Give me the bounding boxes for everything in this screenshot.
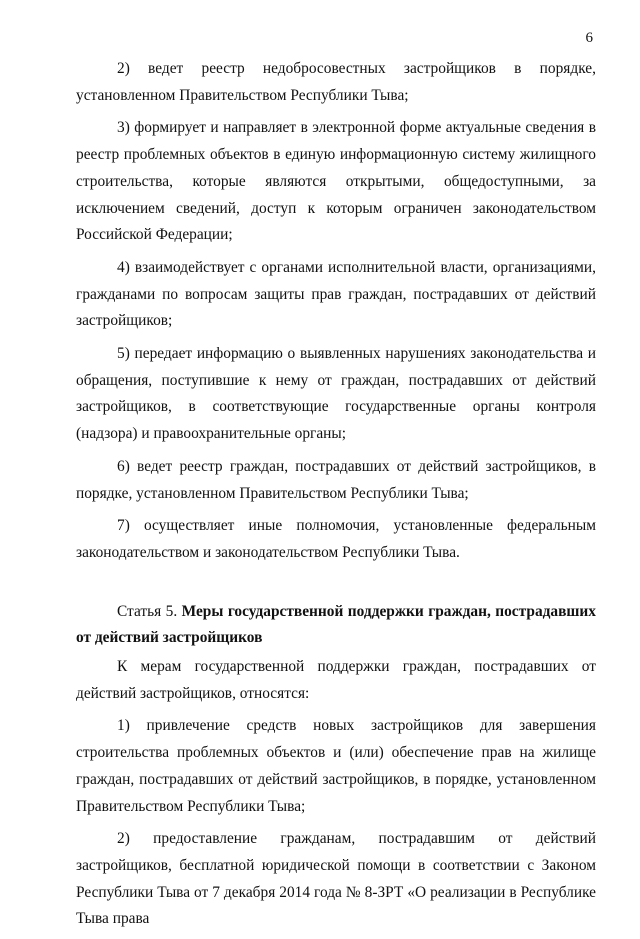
list-item-4: 4) взаимодействует с органами исполнительной власти, организациями, гражданами по вопросам защиты прав граждан, пострадавших от действий застройщиков;	[76, 258, 596, 330]
article-heading	[76, 599, 596, 652]
list-item-6: 6) ведет реестр граждан, пострадавших от действий застройщиков, в порядке, установленном Правительством Республики Тыва;	[76, 457, 596, 502]
list-item-2: 2) ведет реестр недобросовестных застройщиков в порядке, установленном Правительством Республики Тыва;	[76, 60, 596, 104]
document-body	[76, 56, 596, 939]
article-prefix: Статья 5.	[117, 602, 182, 620]
page-number: 6	[585, 30, 593, 46]
list-item-5: 5) передает информацию о выявленных нарушениях законодательства и обращения, поступившие к нему от граждан, пострадавших от действий застройщиков, в соответствующие государственные органы контроля (надзора) и правоохранительные органы;	[76, 345, 596, 443]
section-gap	[76, 573, 596, 599]
intro-paragraph: К мерам государственной поддержки граждан, пострадавших от действий застройщиков, относятся:	[76, 658, 596, 702]
list-item-3: 3) формирует и направляет в электронной форме актуальные сведения в реестр проблемных объектов в единую информационную систему жилищного строительства, которые являются открытыми, общедоступными, за исключением сведений, доступ к которым ограничен законодательством Российской Федерации;	[76, 119, 596, 244]
list-item-7: 7) осуществляет иные полномочия, установленные федеральным законодательством и законодательством Республики Тыва.	[76, 517, 596, 561]
article-title: Меры государственной поддержки граждан, пострадавших от действий застройщиков	[76, 602, 596, 647]
measure-item-2: 2) предоставление гражданам, пострадавшим от действий застройщиков, бесплатной юридической помощи в соответствии с Законом Республики Тыва от 7 декабря 2014 года № 8-ЗРТ «О реализации в Республике Тыва права	[76, 830, 596, 928]
measure-item-1: 1) привлечение средств новых застройщиков для завершения строительства проблемных объектов и (или) обеспечение прав на жилище граждан, пострадавших от действий застройщиков, в порядке, установленном Правительством Республики Тыва;	[76, 717, 596, 815]
